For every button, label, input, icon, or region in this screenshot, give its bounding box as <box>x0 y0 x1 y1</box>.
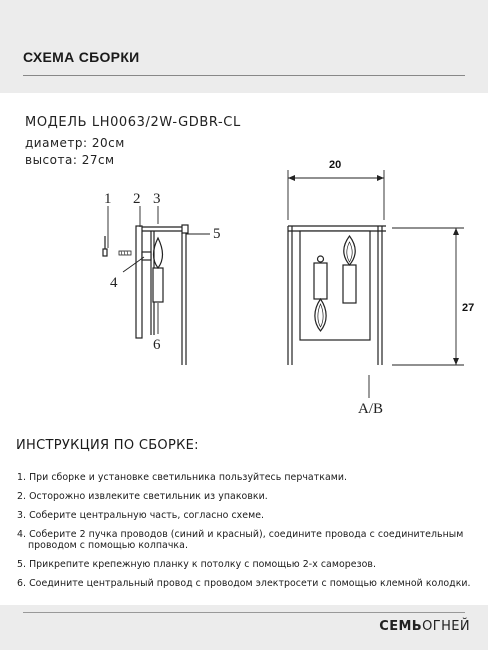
callout-4: 4 <box>110 275 118 291</box>
instructions-list <box>17 472 471 597</box>
side-view <box>103 225 188 365</box>
callout-2: 2 <box>133 191 141 207</box>
footer-divider <box>23 612 465 613</box>
instruction-step-3: 3. Соберите центральную часть, согласно схеме. <box>17 509 265 521</box>
instruction-step-4: 4. Соберите 2 пучка проводов (синий и красный), соедините провода с соединительным проводом с помощью колпачка. <box>17 528 464 551</box>
instruction-step-2: 2. Осторожно извлеките светильник из упаковки. <box>17 490 268 502</box>
instruction-step-1: 1. При сборке и установке светильника пользуйтесь перчатками. <box>17 472 348 483</box>
height-spec: высота: 27см <box>25 153 115 167</box>
callout-5: 5 <box>213 226 221 242</box>
height-dimension: 27 <box>462 302 475 314</box>
width-dimension: 20 <box>329 159 342 171</box>
callout-6: 6 <box>153 337 161 353</box>
callout-1: 1 <box>104 191 112 207</box>
instructions-title: ИНСТРУКЦИЯ ПО СБОРКЕ: <box>16 438 199 453</box>
front-view <box>288 170 464 398</box>
callout-3: 3 <box>153 191 161 207</box>
model-spec: МОДЕЛЬ LH0063/2W-GDBR-CL <box>25 115 241 130</box>
instruction-step-5: 5. Прикрепите крепежную планку к потолку с помощью 2-х саморезов. <box>17 558 376 570</box>
wall-plate <box>136 226 142 338</box>
page-title: СХЕМА СБОРКИ <box>23 49 140 65</box>
brand-logo: СЕМЬОГНЕЙ <box>379 619 470 634</box>
view-label: A/B <box>358 401 384 417</box>
instruction-step-6: 6. Соедините центральный провод с проводом электросети с помощью клемной колодки. <box>17 577 471 589</box>
diameter-spec: диаметр: 20см <box>25 136 125 150</box>
